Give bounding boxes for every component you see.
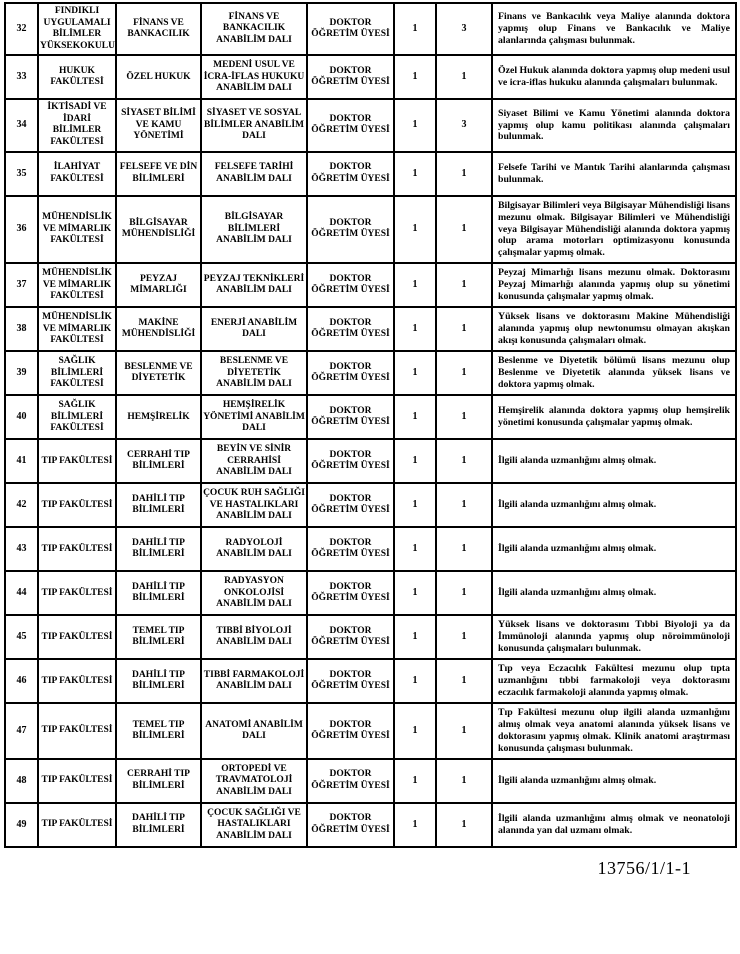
grade-cell: 1 [394,571,436,615]
program-cell: ÇOCUK SAĞLIĞI VE HASTALIKLARI ANABİLİM DALI [201,803,307,847]
position-title-cell: DOKTOR ÖĞRETİM ÜYESİ [307,307,394,351]
department-cell: DAHİLİ TIP BİLİMLERİ [116,571,201,615]
quota-cell: 1 [436,196,492,264]
requirement-cell: Beslenme ve Diyetetik bölümü lisans mezunu olup Beslenme ve Diyetetik alanında yüksek lisans ve doktora yapmış olmak. [492,351,736,395]
program-cell: ORTOPEDİ VE TRAVMATOLOJİ ANABİLİM DALI [201,759,307,803]
row-number-cell: 32 [5,3,38,55]
program-cell: ENERJİ ANABİLİM DALI [201,307,307,351]
grade-cell: 1 [394,439,436,483]
faculty-cell: TIP FAKÜLTESİ [38,759,116,803]
grade-cell: 1 [394,263,436,307]
program-cell: TIBBİ BİYOLOJİ ANABİLİM DALI [201,615,307,659]
quota-cell: 1 [436,55,492,99]
faculty-cell: TIP FAKÜLTESİ [38,659,116,703]
department-cell: DAHİLİ TIP BİLİMLERİ [116,803,201,847]
program-cell: FELSEFE TARİHİ ANABİLİM DALI [201,152,307,196]
position-title-cell: DOKTOR ÖĞRETİM ÜYESİ [307,659,394,703]
quota-cell: 1 [436,439,492,483]
row-number-cell: 34 [5,99,38,151]
table-row [5,571,736,615]
department-cell: DAHİLİ TIP BİLİMLERİ [116,483,201,527]
faculty-cell: TIP FAKÜLTESİ [38,439,116,483]
position-title-cell: DOKTOR ÖĞRETİM ÜYESİ [307,3,394,55]
quota-cell: 1 [436,527,492,571]
requirement-cell: İlgili alanda uzmanlığını almış olmak. [492,483,736,527]
table-row [5,759,736,803]
grade-cell: 1 [394,659,436,703]
program-cell: HEMŞİRELİK YÖNETİMİ ANABİLİM DALI [201,395,307,439]
grade-cell: 1 [394,99,436,151]
grade-cell: 1 [394,615,436,659]
table-row [5,351,736,395]
table-row [5,3,736,55]
row-number-cell: 42 [5,483,38,527]
table-row [5,196,736,264]
department-cell: CERRAHİ TIP BİLİMLERİ [116,759,201,803]
grade-cell: 1 [394,351,436,395]
grade-cell: 1 [394,3,436,55]
department-cell: ÖZEL HUKUK [116,55,201,99]
table-row [5,615,736,659]
faculty-cell: TIP FAKÜLTESİ [38,571,116,615]
program-cell: PEYZAJ TEKNİKLERİ ANABİLİM DALI [201,263,307,307]
requirement-cell: İlgili alanda uzmanlığını almış olmak. [492,571,736,615]
row-number-cell: 44 [5,571,38,615]
quota-cell: 1 [436,571,492,615]
quota-cell: 1 [436,395,492,439]
faculty-cell: FINDIKLI UYGULAMALI BİLİMLER YÜKSEKOKULU [38,3,116,55]
program-cell: MEDENİ USUL VE İCRA-İFLAS HUKUKU ANABİLİM DALI [201,55,307,99]
requirement-cell: İlgili alanda uzmanlığını almış olmak ve neonatoloji alanında yan dal uzmanı olmak. [492,803,736,847]
program-cell: TIBBİ FARMAKOLOJİ ANABİLİM DALI [201,659,307,703]
grade-cell: 1 [394,196,436,264]
grade-cell: 1 [394,395,436,439]
table-row [5,99,736,151]
quota-cell: 1 [436,307,492,351]
department-cell: DAHİLİ TIP BİLİMLERİ [116,527,201,571]
department-cell: BESLENME VE DİYETETİK [116,351,201,395]
grade-cell: 1 [394,307,436,351]
quota-cell: 3 [436,99,492,151]
table-row [5,703,736,759]
row-number-cell: 36 [5,196,38,264]
quota-cell: 1 [436,483,492,527]
position-title-cell: DOKTOR ÖĞRETİM ÜYESİ [307,615,394,659]
row-number-cell: 38 [5,307,38,351]
table-row [5,659,736,703]
program-cell: BESLENME VE DİYETETİK ANABİLİM DALI [201,351,307,395]
quota-cell: 1 [436,759,492,803]
program-cell: FİNANS VE BANKACILIK ANABİLİM DALI [201,3,307,55]
faculty-cell: SAĞLIK BİLİMLERİ FAKÜLTESİ [38,395,116,439]
table-body [5,3,736,847]
position-title-cell: DOKTOR ÖĞRETİM ÜYESİ [307,703,394,759]
program-cell: BEYİN VE SİNİR CERRAHİSİ ANABİLİM DALI [201,439,307,483]
department-cell: BİLGİSAYAR MÜHENDİSLİĞİ [116,196,201,264]
position-title-cell: DOKTOR ÖĞRETİM ÜYESİ [307,263,394,307]
grade-cell: 1 [394,55,436,99]
row-number-cell: 39 [5,351,38,395]
grade-cell: 1 [394,527,436,571]
department-cell: HEMŞİRELİK [116,395,201,439]
program-cell: SİYASET VE SOSYAL BİLİMLER ANABİLİM DALI [201,99,307,151]
faculty-cell: SAĞLIK BİLİMLERİ FAKÜLTESİ [38,351,116,395]
quota-cell: 3 [436,3,492,55]
position-title-cell: DOKTOR ÖĞRETİM ÜYESİ [307,152,394,196]
row-number-cell: 37 [5,263,38,307]
row-number-cell: 41 [5,439,38,483]
row-number-cell: 49 [5,803,38,847]
requirement-cell: Tıp veya Eczacılık Fakültesi mezunu olup tıpta uzmanlığını tıbbi farmakoloji veya doktorasını eczacılık farmakoloji alanında yapmış olmak. [492,659,736,703]
grade-cell: 1 [394,152,436,196]
program-cell: ANATOMİ ANABİLİM DALI [201,703,307,759]
faculty-cell: MÜHENDİSLİK VE MİMARLIK FAKÜLTESİ [38,263,116,307]
faculty-cell: İKTİSADİ VE İDARİ BİLİMLER FAKÜLTESİ [38,99,116,151]
department-cell: SİYASET BİLİMİ VE KAMU YÖNETİMİ [116,99,201,151]
grade-cell: 1 [394,759,436,803]
grade-cell: 1 [394,483,436,527]
faculty-cell: MÜHENDİSLİK VE MİMARLIK FAKÜLTESİ [38,307,116,351]
quota-cell: 1 [436,152,492,196]
faculty-cell: TIP FAKÜLTESİ [38,527,116,571]
table-row [5,483,736,527]
requirement-cell: Siyaset Bilimi ve Kamu Yönetimi alanında doktora yapmış olup kamu politikası alanında çalışmaları bulunmak. [492,99,736,151]
grade-cell: 1 [394,703,436,759]
row-number-cell: 33 [5,55,38,99]
requirement-cell: İlgili alanda uzmanlığını almış olmak. [492,527,736,571]
table-row [5,263,736,307]
department-cell: TEMEL TIP BİLİMLERİ [116,615,201,659]
department-cell: MAKİNE MÜHENDİSLİĞİ [116,307,201,351]
quota-cell: 1 [436,263,492,307]
department-cell: FİNANS VE BANKACILIK [116,3,201,55]
row-number-cell: 35 [5,152,38,196]
grade-cell: 1 [394,803,436,847]
position-title-cell: DOKTOR ÖĞRETİM ÜYESİ [307,571,394,615]
faculty-cell: HUKUK FAKÜLTESİ [38,55,116,99]
quota-cell: 1 [436,615,492,659]
gazette-reference-number: 13756/1/1-1 [597,858,691,879]
department-cell: CERRAHİ TIP BİLİMLERİ [116,439,201,483]
row-number-cell: 46 [5,659,38,703]
requirement-cell: İlgili alanda uzmanlığını almış olmak. [492,759,736,803]
position-title-cell: DOKTOR ÖĞRETİM ÜYESİ [307,99,394,151]
table-row [5,803,736,847]
position-title-cell: DOKTOR ÖĞRETİM ÜYESİ [307,395,394,439]
row-number-cell: 40 [5,395,38,439]
table-row [5,152,736,196]
department-cell: FELSEFE VE DİN BİLİMLERİ [116,152,201,196]
faculty-cell: TIP FAKÜLTESİ [38,803,116,847]
department-cell: PEYZAJ MİMARLIĞI [116,263,201,307]
quota-cell: 1 [436,351,492,395]
requirement-cell: İlgili alanda uzmanlığını almış olmak. [492,439,736,483]
position-title-cell: DOKTOR ÖĞRETİM ÜYESİ [307,55,394,99]
requirement-cell: Felsefe Tarihi ve Mantık Tarihi alanlarında çalışması bulunmak. [492,152,736,196]
requirement-cell: Hemşirelik alanında doktora yapmış olup hemşirelik yönetimi konusunda çalışmalar yapmış olmak. [492,395,736,439]
department-cell: DAHİLİ TIP BİLİMLERİ [116,659,201,703]
row-number-cell: 43 [5,527,38,571]
faculty-cell: TIP FAKÜLTESİ [38,615,116,659]
row-number-cell: 45 [5,615,38,659]
academic-positions-table [4,2,737,848]
requirement-cell: Özel Hukuk alanında doktora yapmış olup medeni usul ve icra-iflas hukuku alanında çalışmaları bulunmak. [492,55,736,99]
position-title-cell: DOKTOR ÖĞRETİM ÜYESİ [307,803,394,847]
table-row [5,55,736,99]
quota-cell: 1 [436,803,492,847]
table-row [5,439,736,483]
table-row [5,395,736,439]
requirement-cell: Bilgisayar Bilimleri veya Bilgisayar Mühendisliği lisans mezunu olmak. Bilgisayar Bilimleri ve Mühendisliği veya Bilgisayar Mühendisliği alanında doktora yapmış olup arama motorları optimizasyonu konusunda çalışmalar yapmış olmak. [492,196,736,264]
position-title-cell: DOKTOR ÖĞRETİM ÜYESİ [307,196,394,264]
table-row [5,307,736,351]
faculty-cell: İLAHİYAT FAKÜLTESİ [38,152,116,196]
position-title-cell: DOKTOR ÖĞRETİM ÜYESİ [307,527,394,571]
row-number-cell: 48 [5,759,38,803]
faculty-cell: MÜHENDİSLİK VE MİMARLIK FAKÜLTESİ [38,196,116,264]
requirement-cell: Peyzaj Mimarlığı lisans mezunu olmak. Doktorasını Peyzaj Mimarlığı alanında yapmış olup su yönetimi konusunda çalışmalar yapmış olmak. [492,263,736,307]
faculty-cell: TIP FAKÜLTESİ [38,483,116,527]
requirement-cell: Finans ve Bankacılık veya Maliye alanında doktora yapmış olup Finans ve Bankacılık ve Maliye alanlarında çalışması bulunmak. [492,3,736,55]
position-title-cell: DOKTOR ÖĞRETİM ÜYESİ [307,483,394,527]
requirement-cell: Tıp Fakültesi mezunu olup ilgili alanda uzmanlığını almış olmak veya anatomi alanında yüksek lisans ve doktorasını yapmış olmak. Klinik anatomi araştırması konusunda çalışması bulunmak. [492,703,736,759]
position-title-cell: DOKTOR ÖĞRETİM ÜYESİ [307,351,394,395]
department-cell: TEMEL TIP BİLİMLERİ [116,703,201,759]
position-title-cell: DOKTOR ÖĞRETİM ÜYESİ [307,759,394,803]
requirement-cell: Yüksek lisans ve doktorasını Makine Mühendisliği alanında yapmış olup newtonumsu olmayan akışkan akışı konusunda çalışmaları olmak. [492,307,736,351]
requirement-cell: Yüksek lisans ve doktorasını Tıbbi Biyoloji ya da İmmünoloji alanında yapmış olup nöroimmünoloji konusunda çalışmaları bulunmak. [492,615,736,659]
faculty-cell: TIP FAKÜLTESİ [38,703,116,759]
position-title-cell: DOKTOR ÖĞRETİM ÜYESİ [307,439,394,483]
program-cell: BİLGİSAYAR BİLİMLERİ ANABİLİM DALI [201,196,307,264]
program-cell: RADYASYON ONKOLOJİSİ ANABİLİM DALI [201,571,307,615]
program-cell: ÇOCUK RUH SAĞLIĞI VE HASTALIKLARI ANABİLİM DALI [201,483,307,527]
program-cell: RADYOLOJİ ANABİLİM DALI [201,527,307,571]
row-number-cell: 47 [5,703,38,759]
quota-cell: 1 [436,703,492,759]
quota-cell: 1 [436,659,492,703]
table-row [5,527,736,571]
